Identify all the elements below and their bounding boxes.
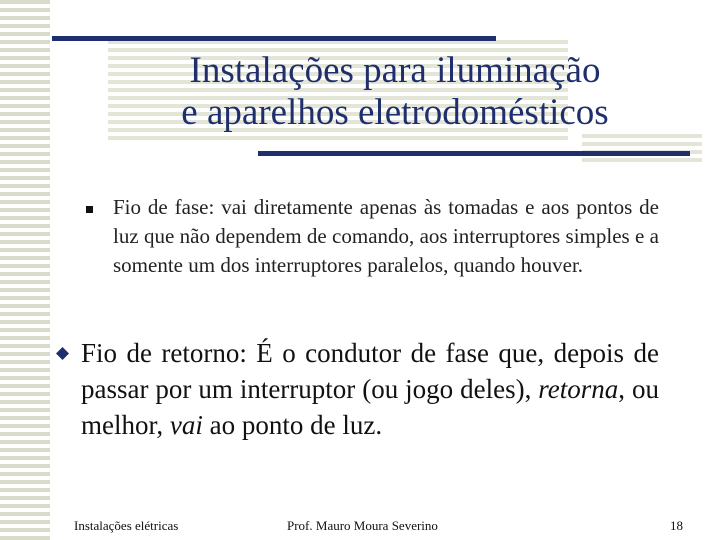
main-bullet-emphasis-1: retorna — [538, 374, 619, 404]
title-bottom-rule — [258, 151, 690, 156]
sub-bullet-text: Fio de fase: vai diretamente apenas às tomadas e aos pontos de luz que não dependem de comando, aos interruptores simples e a somente um dos interruptores paralelos, quando houver. — [113, 195, 659, 277]
main-bullet-part-3: ao ponto de luz. — [202, 410, 383, 440]
diamond-bullet-icon — [56, 347, 69, 360]
slide-title-line-2: e aparelhos eletrodomésticos — [181, 92, 609, 133]
main-bullet-part-1: Fio de retorno: É o condutor de fase que, depois de passar por um interruptor (ou jogo deles), — [81, 338, 659, 404]
main-bullet-emphasis-2: vai — [169, 410, 203, 440]
corner-stripe-panel — [582, 134, 702, 164]
square-bullet-icon — [86, 206, 93, 213]
page-number: 18 — [670, 518, 683, 533]
main-bullet-text — [81, 335, 659, 443]
title-top-rule — [52, 36, 496, 41]
slide-title-line-1: Instalações para iluminação — [189, 50, 601, 91]
left-stripe-decoration — [0, 0, 50, 540]
footer-author: Prof. Mauro Moura Severino — [287, 518, 438, 533]
slide-title — [100, 50, 690, 134]
footer-course: Instalações elétricas — [74, 518, 179, 533]
main-bullet-part-2: , ou melhor, — [81, 374, 659, 440]
